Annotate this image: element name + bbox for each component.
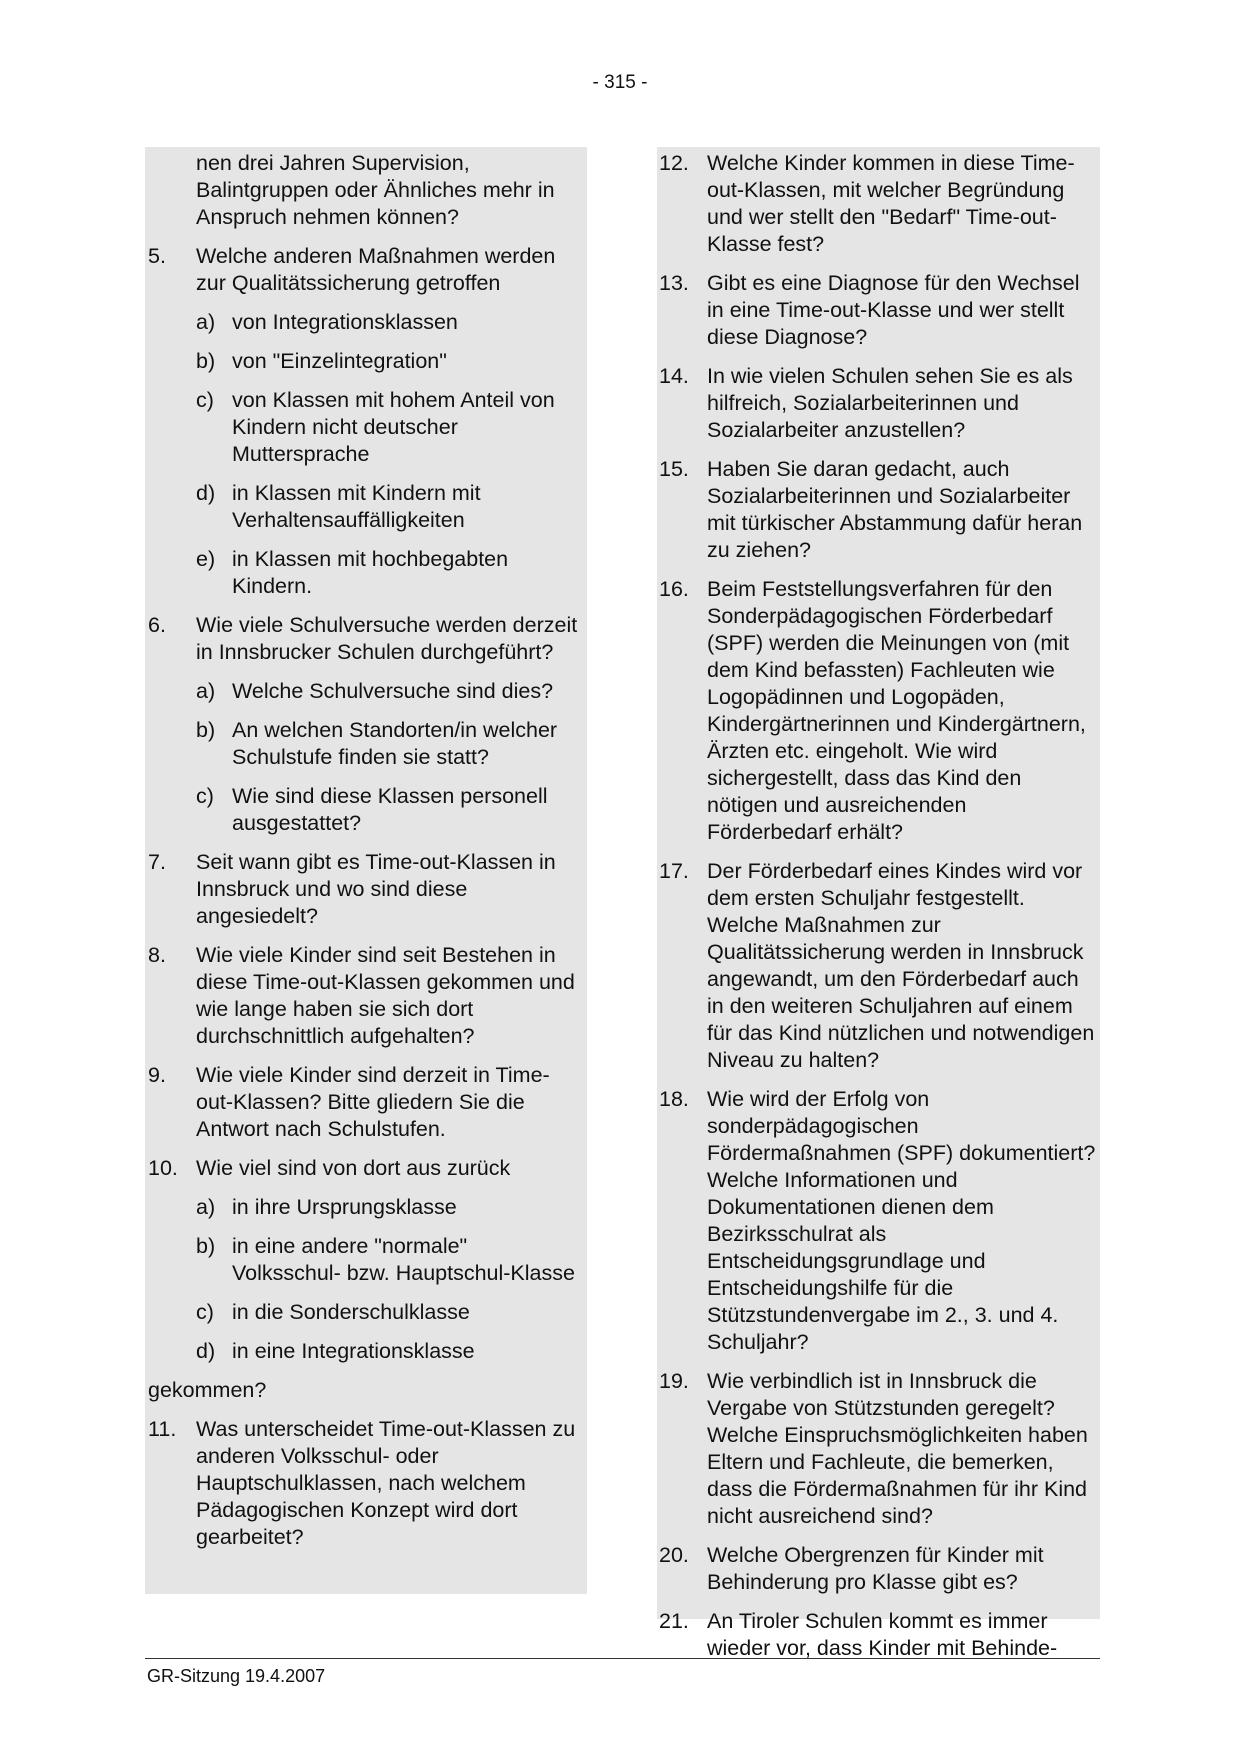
question-text: Wie viel sind von dort aus zurück — [196, 1156, 511, 1180]
question-text: Welche anderen Maßnahmen werden zur Qualitätssicherung getroffen — [196, 244, 556, 295]
footer-text: GR-Sitzung 19.4.2007 — [147, 1666, 326, 1686]
question-8 — [148, 942, 581, 1050]
question-number: 13. — [659, 271, 689, 295]
left-column — [145, 147, 587, 1594]
sub-item — [148, 1233, 581, 1287]
question-6 — [148, 612, 581, 666]
sub-text: von "Einzelintegration" — [232, 349, 447, 373]
sub-letter: c) — [196, 784, 214, 808]
question-number: 5. — [148, 244, 166, 268]
question-7 — [148, 849, 581, 930]
sub-text: in eine andere "normale" Volksschul- bzw. Hauptschul-Klasse — [232, 1234, 575, 1285]
question-text: Wie viele Schulversuche werden derzeit in Innsbrucker Schulen durchgeführt? — [196, 613, 578, 664]
sub-text: Welche Schulversuche sind dies? — [232, 679, 554, 703]
question-9 — [148, 1062, 581, 1143]
sub-item — [148, 1299, 581, 1326]
question-text: Wie verbindlich ist in Innsbruck die Vergabe von Stützstunden geregelt? Welche Einspruchsmöglichkeiten haben Eltern und Fachleute, die bemerken, dass die Fördermaßnahmen für ihr Kind nicht ausreichend sind? — [707, 1369, 1088, 1528]
question-number: 19. — [659, 1369, 689, 1393]
question-number: 21. — [659, 1609, 689, 1633]
sub-letter: b) — [196, 1234, 216, 1258]
question-10-tail: gekommen? — [148, 1378, 267, 1402]
question-text: Wie viele Kinder sind derzeit in Time-out-Klassen? Bitte gliedern Sie die Antwort nach Schulstufen. — [196, 1063, 550, 1141]
page-number: - 315 - — [592, 72, 648, 93]
question-20 — [659, 1542, 1096, 1596]
sub-item — [148, 783, 581, 837]
sub-letter: a) — [196, 679, 216, 703]
sub-text: in eine Integrationsklasse — [232, 1339, 475, 1363]
sub-item — [148, 309, 581, 336]
question-text: Beim Feststellungsverfahren für den Sonderpädagogischen Förderbedarf (SPF) werden die Meinungen von (mit dem Kind befassten) Fachleuten wie Logopädinnen und Logopäden, Kindergärtnerinnen und Kindergärtnern, Ärzten etc. eingeholt. Wie wird sichergestellt, dass das Kind den nötigen und ausreichenden Förderbedarf erhält? — [707, 577, 1086, 844]
question-12 — [659, 150, 1096, 258]
sub-item — [148, 348, 581, 375]
question-13 — [659, 270, 1096, 351]
sub-text: von Klassen mit hohem Anteil von Kindern nicht deutscher Muttersprache — [232, 388, 555, 466]
question-11 — [148, 1416, 581, 1551]
sub-item — [148, 1338, 581, 1365]
continuation-text: nen drei Jahren Supervision, Balintgruppen oder Ähnliches mehr in Anspruch nehmen können? — [196, 151, 555, 229]
sub-item — [148, 387, 581, 468]
question-21 — [659, 1608, 1096, 1662]
question-number: 9. — [148, 1063, 166, 1087]
question-text: Gibt es eine Diagnose für den Wechsel in eine Time-out-Klasse und wer stellt diese Diagnose? — [707, 271, 1080, 349]
question-18 — [659, 1086, 1096, 1356]
sub-letter: d) — [196, 481, 216, 505]
question-number: 14. — [659, 364, 689, 388]
sub-text: in Klassen mit hochbegabten Kindern. — [232, 547, 509, 598]
question-number: 15. — [659, 457, 689, 481]
sub-letter: a) — [196, 310, 216, 334]
sub-item — [148, 546, 581, 600]
question-number: 6. — [148, 613, 166, 637]
question-text: In wie vielen Schulen sehen Sie es als hilfreich, Sozialarbeiterinnen und Sozialarbeiter anzustellen? — [707, 364, 1073, 442]
question-number: 7. — [148, 850, 166, 874]
question-number: 11. — [148, 1417, 177, 1441]
sub-letter: c) — [196, 388, 214, 412]
question-text: An Tiroler Schulen kommt es immer wieder vor, dass Kinder mit Behinde- — [707, 1609, 1058, 1660]
sub-letter: b) — [196, 349, 216, 373]
question-5 — [148, 243, 581, 297]
right-column — [657, 147, 1100, 1660]
sub-item — [148, 717, 581, 771]
question-15 — [659, 456, 1096, 564]
question-16 — [659, 576, 1096, 846]
sub-item — [148, 1194, 581, 1221]
question-number: 18. — [659, 1087, 689, 1111]
question-text: Welche Obergrenzen für Kinder mit Behinderung pro Klasse gibt es? — [707, 1543, 1044, 1594]
question-text: Haben Sie daran gedacht, auch Sozialarbeiterinnen und Sozialarbeiter mit türkischer Abstammung dafür heran zu ziehen? — [707, 457, 1083, 562]
footer-divider — [145, 1658, 1100, 1659]
question-text: Wie wird der Erfolg von sonderpädagogischen Fördermaßnahmen (SPF) dokumentiert? Welche Informationen und Dokumentationen dienen dem Bezirksschulrat als Entscheidungsgrundlage und Entscheidungshilfe für die Stützstundenvergabe im 2., 3. und 4. Schuljahr? — [707, 1087, 1096, 1354]
sub-item — [148, 678, 581, 705]
question-text: Der Förderbedarf eines Kindes wird vor dem ersten Schuljahr festgestellt. Welche Maßnahmen zur Qualitätssicherung werden in Innsbruck angewandt, um den Förderbedarf auch in den weiteren Schuljahren auf einem für das Kind nützlichen und notwendigen Niveau zu halten? — [707, 859, 1095, 1072]
sub-letter: b) — [196, 718, 216, 742]
sub-text: in die Sonderschulklasse — [232, 1300, 470, 1324]
question-17 — [659, 858, 1096, 1074]
question-number: 17. — [659, 859, 689, 883]
question-text: Was unterscheidet Time-out-Klassen zu anderen Volksschul- oder Hauptschulklassen, nach welchem Pädagogischen Konzept wird dort gearbeitet? — [196, 1417, 576, 1549]
question-text: Seit wann gibt es Time-out-Klassen in Innsbruck und wo sind diese angesiedelt? — [196, 850, 556, 928]
question-number: 16. — [659, 577, 689, 601]
question-text: Wie viele Kinder sind seit Bestehen in diese Time-out-Klassen gekommen und wie lange haben sie sich dort durchschnittlich aufgehalten? — [196, 943, 575, 1048]
sub-text: von Integrationsklassen — [232, 310, 458, 334]
sub-letter: d) — [196, 1339, 216, 1363]
question-14 — [659, 363, 1096, 444]
question-number: 20. — [659, 1543, 689, 1567]
question-number: 10. — [148, 1156, 178, 1180]
sub-letter: c) — [196, 1300, 214, 1324]
question-text: Welche Kinder kommen in diese Time-out-Klassen, mit welcher Begründung und wer stellt den "Bedarf" Time-out-Klasse fest? — [707, 151, 1075, 256]
question-number: 8. — [148, 943, 166, 967]
question-19 — [659, 1368, 1096, 1530]
question-10 — [148, 1155, 581, 1182]
sub-text: Wie sind diese Klassen personell ausgestattet? — [232, 784, 548, 835]
sub-text: in Klassen mit Kindern mit Verhaltensauffälligkeiten — [232, 481, 481, 532]
sub-letter: a) — [196, 1195, 216, 1219]
sub-text: An welchen Standorten/in welcher Schulstufe finden sie statt? — [232, 718, 558, 769]
sub-text: in ihre Ursprungsklasse — [232, 1195, 457, 1219]
sub-item — [148, 480, 581, 534]
question-number: 12. — [659, 151, 689, 175]
sub-letter: e) — [196, 547, 216, 571]
